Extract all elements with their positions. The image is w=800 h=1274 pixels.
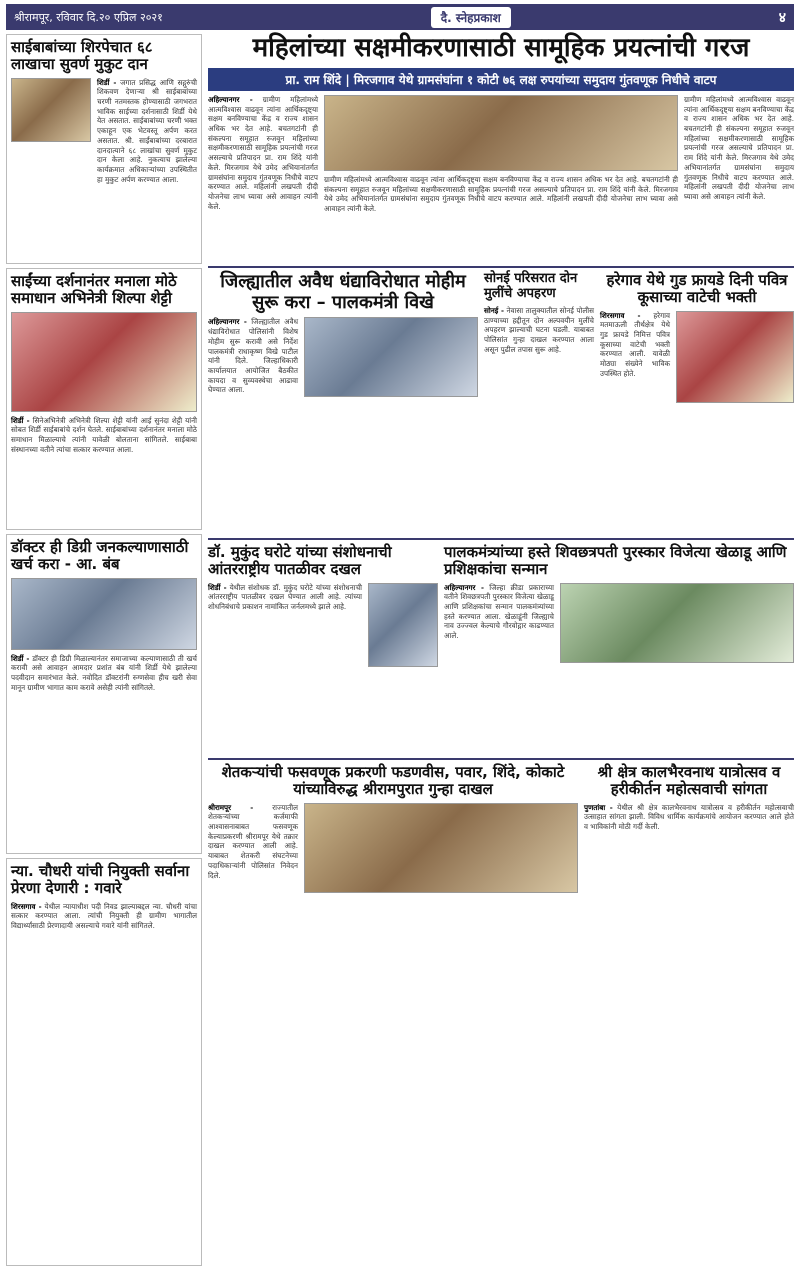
award-photo [560, 583, 794, 663]
article-body: येथील श्री क्षेत्र कालभैरवनाथ यात्रोत्सव व हरीकीर्तन महोत्सवाची उत्साहात सांगता झाली. विविध धार्मिक कार्यक्रमांचे आयोजन करण्यात आले होते व भाविकांनी मोठी गर्दी केली. [584, 802, 794, 831]
dateline: शिरसगाव - [600, 310, 641, 320]
main-column [208, 34, 794, 1266]
lead-story [208, 34, 794, 262]
headline: न्या. चौधरी यांची नियुक्ती सर्वाना प्रेरणा देणारी : गवारे [11, 862, 190, 898]
complaint-photo [304, 803, 578, 893]
header-date: श्रीरामपूर, रविवार दि.२० एप्रिल २०२१ [14, 10, 163, 24]
story-kalbhairavnath [584, 764, 794, 1266]
article-body: सिनेअभिनेत्री अभिनेत्री शिल्पा शेट्टी यांनी आई सुनंदा शेट्टी यांनी सोबत शिर्डी साईबाबांचे दर्शन घेतले. साईबाबांच्या दर्शनानंतर मनाला मोठे समाधान मिळाल्याचे त्यांनी यावेळी बोलताना सांगितले. साईबाबा संस्थानच्या वतीने त्यांचा सत्कार करण्यात आला. [11, 415, 198, 454]
dateline: अहिल्यानगर - [208, 317, 247, 327]
mid-row [208, 272, 794, 534]
headline: सोनई परिसरात दोन मुलींचे अपहरण [484, 271, 578, 301]
darshan-photo [11, 312, 197, 412]
procession-photo [676, 311, 794, 403]
lower-row-1 [208, 544, 794, 754]
dateline: शिर्डी - [97, 77, 117, 87]
story-gold-crown [6, 34, 202, 264]
article-body: जिल्ह्यातील अवैध धंद्याविरोधात पोलिसांनी विशेष मोहीम सुरू करावी असे निर्देश पालकमंत्री राधाकृष्ण विखे पाटील यांनी दिले. जिल्हाधिकारी कार्यालयात आयोजित बैठकीत कायदा व सुव्यवस्थेचा आढावा घेण्यात आला. [208, 317, 298, 395]
article-body: जिल्हा क्रीडा प्रकाराच्या वतीने शिवछत्रपती पुरस्कार विजेत्या खेळाडू आणि प्रशिक्षकांचा सन्मान पालकमंत्र्यांच्या हस्ते करण्यात आला. खेळाडूंनी जिल्ह्याचे नाव उज्ज्वल केल्याचे गौरवोद्गार काढण्यात आले. [444, 582, 554, 641]
left-column [6, 34, 202, 1266]
page-header [6, 4, 794, 30]
headline: साईबाबांच्या शिरपेचात ६८ लाखाचा सुवर्ण मुकुट दान [11, 38, 153, 74]
story-good-friday [600, 272, 794, 534]
lead-photo [324, 95, 678, 171]
ceremony-photo [11, 578, 197, 650]
story-doctor-degree [6, 534, 202, 854]
page-number: ४ [778, 9, 786, 26]
headline: शेतकऱ्यांची फसवणूक प्रकरणी फडणवीस, पवार, शिंदे, कोकाटे यांच्याविरुद्ध श्रीरामपुरात गुन्हा दाखल [221, 763, 565, 799]
meeting-photo [304, 317, 478, 397]
story-judge-appointment [6, 858, 202, 1266]
lead-continued-2: ग्रामीण महिलांमध्ये आत्मविश्वास वाढवून त्यांना आर्थिकदृष्ट्या सक्षम बनविण्याचा केंद्र व राज्य शासन अधिक भर देत आहे. बचतगटांनी ही संकल्पना समूहात रुजवून महिलांच्या सक्षमीकरणासाठी सामूहिक प्रयत्नांची गरज असल्याचे प्रतिपादन प्रा. राम शिंदे यांनी केले. मिरजगाव येथे उमेद अभियानांतर्गत ग्रामसंघांना समुदाय गुंतवणूक निधीचे वाटप करण्यात आले. महिलांनी लखपती दीदी योजनेचा लाभ घ्यावा असे आवाहन त्यांनी केले. [684, 94, 794, 202]
article-body: जगात प्रसिद्ध आणि सद्गुरुंची शिकवण देणाऱ्या श्री साईबाबांच्या चरणी नतमस्तक होण्यासाठी जगभरात भाविक साईच्या दर्शनासाठी शिर्डी येथे येत असतात. साईबाबांच्या चरणी भक्त एकाहून एक भेटवस्तू अर्पण करत असतात. श्री. सार्ईबाबांच्या दरबारात दानदात्याने ६८ लाखांचा सुवर्ण मुकुट दान केला आहे. नुकत्याच झालेल्या कार्यक्रमात अधिकाऱ्यांच्या उपस्थितीत हा मुकुट अर्पण करण्यात आला. [97, 77, 197, 184]
story-research-recognition [208, 544, 438, 754]
headline: हरेगाव येथे गुड फ्रायडे दिनी पवित्र कूसाच्या वाटेची भक्ती [606, 271, 788, 307]
headline: श्री क्षेत्र कालभैरवनाथ यात्रोत्सव व हरीकीर्तन महोत्सवाची सांगता [597, 763, 781, 799]
headline: डॉक्टर ही डिग्री जनकल्याणासाठी खर्च करा - आ. बंब [11, 538, 189, 574]
dateline: शिर्डी - [11, 653, 30, 663]
dateline: शिरसगाव - [11, 901, 42, 911]
crown-photo [11, 78, 91, 142]
story-sports-award [444, 544, 794, 754]
story-illegal-business [208, 272, 478, 534]
story-shilpa-shetty [6, 268, 202, 530]
newspaper-name: दै. स्नेहप्रकाश [431, 7, 511, 28]
headline: जिल्ह्यातील अवैध धंद्याविरोधात मोहीम सुरू करा – पालकमंत्री विखे [220, 271, 466, 313]
headline: पालकमंत्र्यांच्या हस्ते शिवछत्रपती पुरस्कार विजेत्या खेळाडू आणि प्रशिक्षकांचा सन्मान [444, 543, 787, 579]
divider [208, 758, 794, 760]
dateline: सोनई - [484, 305, 504, 315]
lead-subhead: प्रा. राम शिंदे | मिरजगाव येथे ग्रामसंघांना १ कोटी ७६ लक्ष रुपयांच्या समुदाय गुंतवणूक निधीचे वाटप [208, 68, 794, 91]
article-body: राज्यातील शेतकऱ्यांच्या कर्जमाफी आश्वासनाबाबत फसवणूक केल्याप्रकरणी श्रीरामपूर येथे तक्रार दाखल करण्यात आली आहे. याबाबत शेतकरी संघटनेच्या पदाधिकाऱ्यांनी पोलिसांत निवेदन दिले. [208, 802, 298, 880]
dateline: शिर्डी - [11, 415, 30, 425]
portrait-photo [368, 583, 438, 667]
story-farmer-fraud [208, 764, 578, 1266]
article-body: ग्रामीण महिलांमध्ये आत्मविश्वास वाढवून त्यांना आर्थिकदृष्ट्या सक्षम बनविण्याचा केंद्र व राज्य शासन अधिक भर देत आहे. बचतगटांनी ही संकल्पना समूहात रुजवून महिलांच्या सक्षमीकरणासाठी सामूहिक प्रयत्नांची गरज असल्याचे प्रतिपादन प्रा. राम शिंदे यांनी केले. मिरजगाव येथे उमेद अभियानांतर्गत ग्रामसंघांना समुदाय गुंतवणूक निधीचे वाटप करण्यात आले. महिलांनी लखपती दीदी योजनेचा लाभ घ्यावा असे आवाहन त्यांनी केले. [208, 94, 318, 211]
article-body: येथील न्यायाधीश पदी निवड झाल्याबद्दल न्या. चौधरी यांचा सत्कार करण्यात आला. त्यांची नियुक्ती ही ग्रामीण भागातील विद्यार्थ्यांसाठी प्रेरणादायी असल्याचे गवारे यांनी सांगितले. [11, 901, 197, 930]
article-body: येथील संशोधक डॉ. मुकुंद घरोटे यांच्या संशोधनाची आंतरराष्ट्रीय पातळीवर दखल घेण्यात आली आहे. त्यांच्या शोधनिबंधाचे प्रकाशन नामांकित जर्नलमध्ये झाले आहे. [208, 582, 363, 611]
lead-headline: महिलांच्या सक्षमीकरणासाठी सामूहिक प्रयत्नांची गरज [252, 33, 750, 63]
dateline: अहिल्यानगर - [444, 582, 484, 592]
dateline: श्रीरामपूर - [208, 802, 254, 812]
divider [208, 538, 794, 540]
article-body: हरेगाव मतमाऊली तीर्थक्षेत्र येथे गुड फ्रायडे निमित्त पवित्र कूसाच्या वाटेची भक्ती करण्यात आली. यावेळी मोठ्या संख्येने भाविक उपस्थित होते. [600, 310, 670, 378]
headline: डॉ. मुकुंद घरोटे यांच्या संशोधनाची आंतरराष्ट्रीय पातळीवर दखल [208, 543, 392, 579]
dateline: शिर्डी - [208, 582, 227, 592]
story-sonai-kidnap [484, 272, 594, 534]
headline: साईंच्या दर्शनानंतर मनाला मोठे समाधान अभिनेत्री शिल्पा शेट्टी [11, 272, 177, 308]
article-body: नेवासा तालुक्यातील सोनई पोलीस ठाण्याच्या हद्दीतून दोन अल्पवयीन मुलींचे अपहरण झाल्याची घटना घडली. याबाबत पोलिसांत गुन्हा दाखल करण्यात आला असून पुढील तपास सुरू आहे. [484, 305, 594, 354]
dateline: पुणतांबा - [584, 802, 613, 812]
lower-row-2 [208, 764, 794, 1266]
lead-continued: ग्रामीण महिलांमध्ये आत्मविश्वास वाढवून त्यांना आर्थिकदृष्ट्या सक्षम बनविण्याचा केंद्र व राज्य शासन अधिक भर देत आहे. बचतगटांनी ही संकल्पना समूहात रुजवून महिलांच्या सक्षमीकरणासाठी सामूहिक प्रयत्नांची गरज असल्याचे प्रतिपादन प्रा. राम शिंदे यांनी केले. मिरजगाव येथे उमेद अभियानांतर्गत ग्रामसंघांना समुदाय गुंतवणूक निधीचे वाटप करण्यात आले. महिलांनी लखपती दीदी योजनेचा लाभ घ्यावा असे आवाहन त्यांनी केले. [324, 174, 678, 214]
divider [208, 266, 794, 268]
article-body: डॉक्टर ही डिग्री मिळाल्यानंतर समाजाच्या कल्याणासाठी ती खर्च करावी असे आवाहन आमदार प्रशांत बंब यांनी शिर्डी येथे झालेल्या पदवीदान समारंभात केले. नवोदित डॉक्टरांनी रुग्णसेवा हीच खरी सेवा मानून ग्रामीण भागात काम करावे असेही त्यांनी सांगितले. [11, 653, 197, 692]
dateline: अहिल्यानगर - [208, 94, 253, 104]
